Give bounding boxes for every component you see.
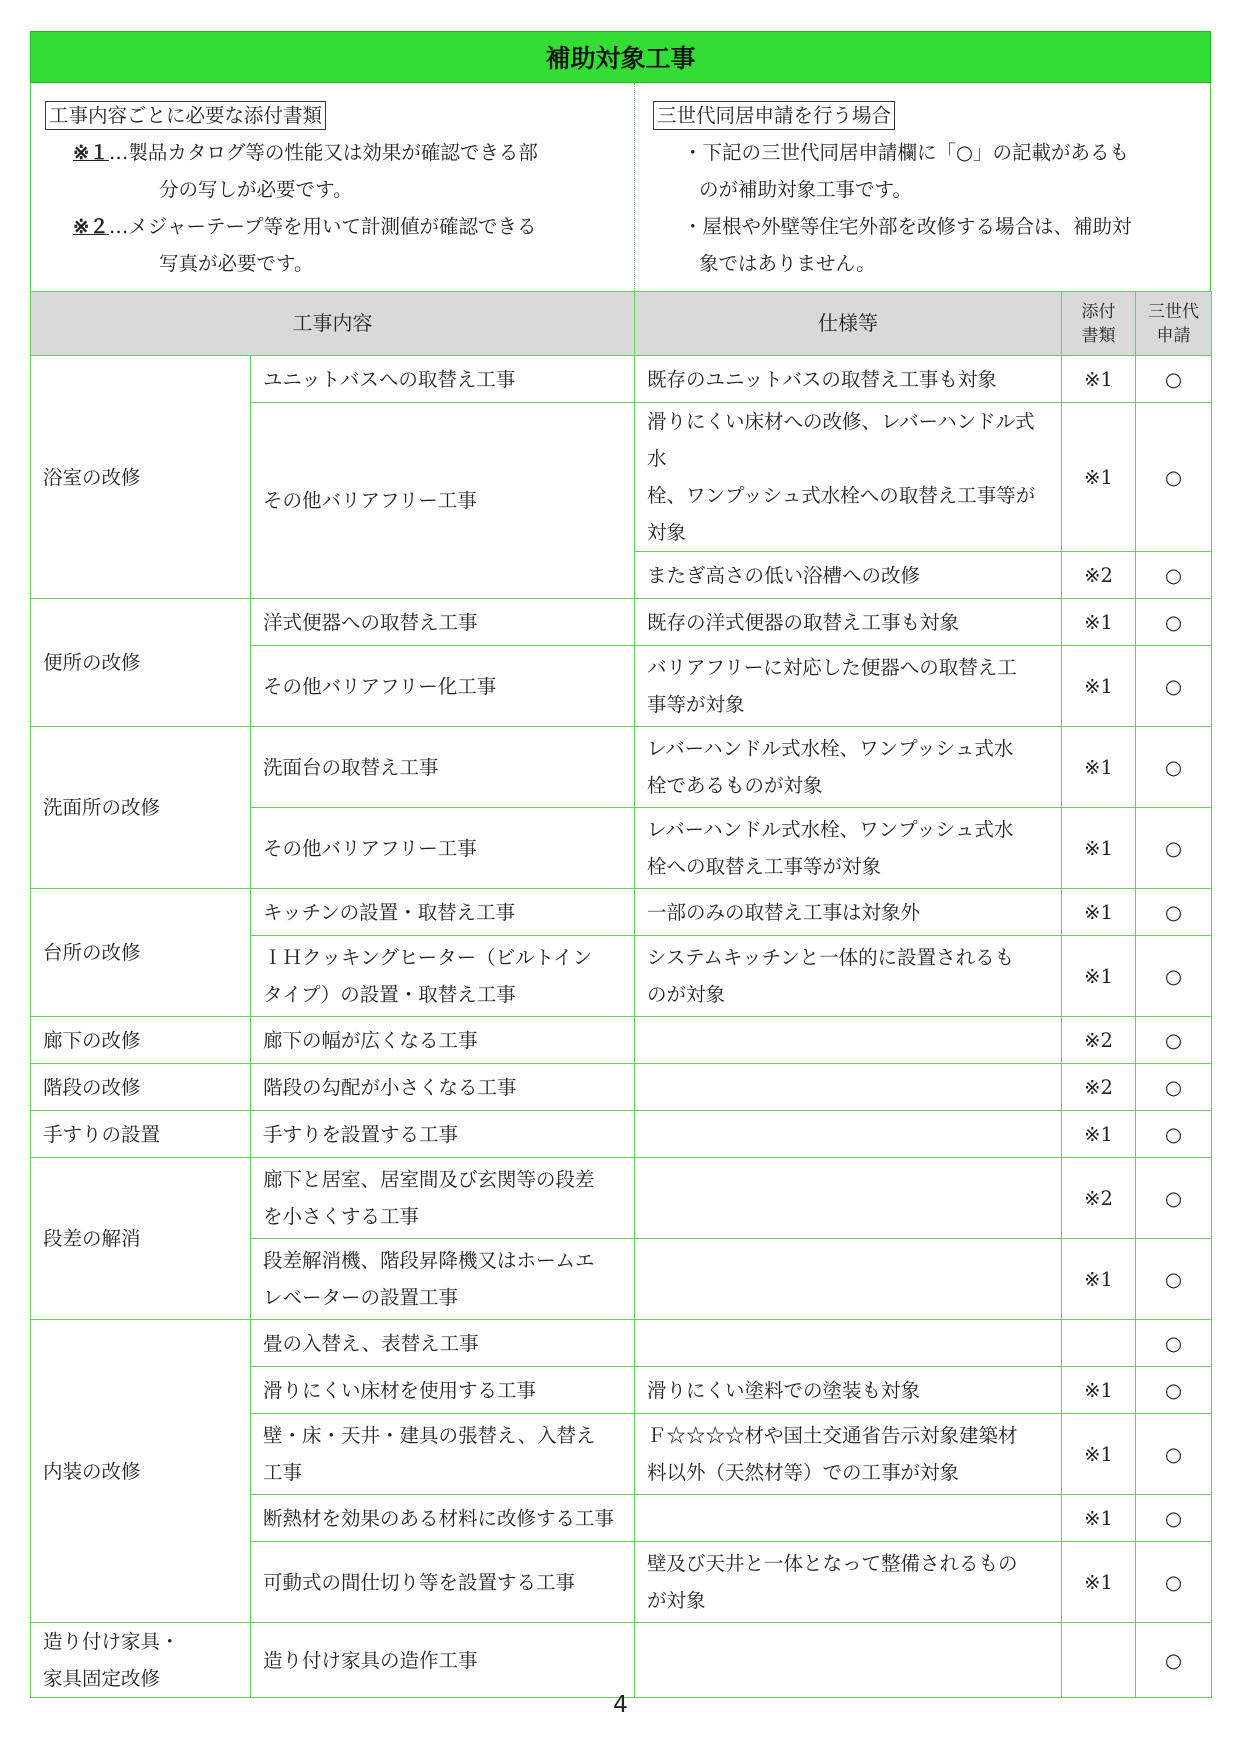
spec-label: レバーハンドル式水栓、ワンプッシュ式水 (647, 818, 1014, 841)
spec-label: のが対象 (647, 983, 726, 1006)
work-cell (251, 808, 635, 889)
page-title: 補助対象工事 (30, 31, 1211, 83)
spec-cell (635, 1495, 1062, 1542)
spec-cell (635, 727, 1062, 808)
three-generation-notes (635, 83, 1210, 291)
spec-cell (635, 808, 1062, 889)
spec-cell (635, 646, 1062, 727)
spec-cell (635, 356, 1062, 403)
note-item-1 (45, 134, 620, 171)
notes-section (30, 83, 1211, 291)
category-label: 段差の解消 (43, 1227, 141, 1250)
docs-cell: ※2 (1062, 552, 1136, 599)
spec-label: 栓への取替え工事等が対象 (647, 855, 882, 878)
docs-cell: ※1 (1062, 936, 1136, 1017)
bullet-2a: ・屋根や外壁等住宅外部を改修する場合は、補助対 (683, 215, 1132, 238)
three-gen-cell: ○ (1136, 1542, 1212, 1623)
category-label: 家具固定改修 (43, 1667, 161, 1690)
spec-label: バリアフリーに対応した便器への取替え工 (647, 656, 1017, 679)
three-gen-cell: ○ (1136, 599, 1212, 646)
table-body (31, 356, 1212, 1698)
spec-label: 栓、ワンプッシュ式水栓への取替え工事等が対象 (647, 484, 1036, 544)
three-gen-cell: ○ (1136, 1495, 1212, 1542)
spec-label: が対象 (647, 1589, 706, 1612)
work-cell (251, 727, 635, 808)
category-label: 造り付け家具・ (43, 1630, 180, 1653)
work-label: 段差解消機、階段昇降機又はホームエ (263, 1249, 595, 1272)
spec-label: 栓であるものが対象 (647, 774, 823, 797)
bullet-1a: ・下記の三世代同居申請欄に「○」の記載があるも (683, 141, 1130, 164)
docs-cell: ※1 (1062, 727, 1136, 808)
work-cell (251, 1320, 635, 1367)
category-cell (31, 599, 251, 727)
three-gen-cell: ○ (1136, 646, 1212, 727)
category-cell (31, 1017, 251, 1064)
bullet-1b: のが補助対象工事です。 (699, 178, 912, 201)
category-cell (31, 1320, 251, 1623)
docs-cell: ※1 (1062, 1111, 1136, 1158)
table-row (31, 1623, 1212, 1698)
attachment-notes (31, 83, 635, 291)
spec-cell (635, 1320, 1062, 1367)
table-row (31, 727, 1212, 808)
work-cell (251, 1414, 635, 1495)
three-gen-cell: ○ (1136, 727, 1212, 808)
docs-cell: ※1 (1062, 1495, 1136, 1542)
note-ref-1: ※１ (73, 141, 109, 164)
docs-cell: ※1 (1062, 1414, 1136, 1495)
category-cell (31, 1111, 251, 1158)
note-text-2b: 写真が必要です。 (159, 252, 314, 275)
spec-cell (635, 936, 1062, 1017)
three-gen-cell: ○ (1136, 1111, 1212, 1158)
note-item-2 (45, 208, 620, 245)
work-label: 断熱材を効果のある材料に改修する工事 (263, 1506, 615, 1530)
table-row (31, 1017, 1212, 1064)
work-cell (251, 1495, 635, 1542)
spec-label: 一部のみの取替え工事は対象外 (647, 900, 921, 924)
spec-cell (635, 1623, 1062, 1698)
table-row (31, 1111, 1212, 1158)
header-three-l2: 申請 (1156, 325, 1191, 346)
docs-cell: ※1 (1062, 1367, 1136, 1414)
work-cell (251, 1623, 635, 1698)
attachment-notes-heading: 工事内容ごとに必要な添付書類 (45, 101, 326, 130)
work-label: その他バリアフリー化工事 (263, 674, 497, 698)
header-work: 工事内容 (31, 292, 635, 356)
category-cell (31, 1158, 251, 1320)
work-cell (251, 1158, 635, 1239)
work-cell (251, 403, 635, 599)
three-gen-cell: ○ (1136, 403, 1212, 552)
docs-cell (1062, 1623, 1136, 1698)
spec-label: 既存のユニットバスの取替え工事も対象 (647, 367, 997, 391)
work-label: 階段の勾配が小さくなる工事 (263, 1075, 517, 1099)
work-label: タイプ）の設置・取替え工事 (263, 983, 516, 1006)
docs-cell: ※1 (1062, 1239, 1136, 1320)
category-label: 階段の改修 (43, 1075, 141, 1099)
note-ref-2: ※２ (73, 215, 109, 238)
category-label: 内装の改修 (43, 1459, 141, 1483)
category-label: 浴室の改修 (43, 465, 141, 489)
header-docs-l1: 添付 (1081, 301, 1116, 322)
work-label: レベーターの設置工事 (263, 1286, 459, 1309)
category-label: 洗面所の改修 (43, 796, 161, 819)
docs-cell: ※1 (1062, 646, 1136, 727)
docs-cell: ※1 (1062, 356, 1136, 403)
three-gen-cell: ○ (1136, 936, 1212, 1017)
work-cell (251, 889, 635, 936)
three-gen-cell: ○ (1136, 1239, 1212, 1320)
work-cell (251, 1017, 635, 1064)
work-label: 造り付け家具の造作工事 (263, 1648, 478, 1672)
docs-cell: ※1 (1062, 889, 1136, 936)
works-table (30, 291, 1212, 1698)
three-gen-cell: ○ (1136, 1367, 1212, 1414)
work-label: 工事 (263, 1461, 303, 1484)
spec-label: レバーハンドル式水栓、ワンプッシュ式水 (647, 737, 1014, 760)
table-row (31, 1320, 1212, 1367)
spec-label: 壁及び天井と一体となって整備されるもの (647, 1552, 1018, 1575)
docs-cell: ※1 (1062, 599, 1136, 646)
note-text-1a: …製品カタログ等の性能又は効果が確認できる部 (108, 141, 538, 164)
spec-label: 事等が対象 (647, 693, 745, 716)
spec-label: システムキッチンと一体的に設置されるも (647, 946, 1015, 969)
docs-cell: ※2 (1062, 1017, 1136, 1064)
spec-cell (635, 1111, 1062, 1158)
three-gen-cell: ○ (1136, 1158, 1212, 1239)
docs-cell (1062, 1320, 1136, 1367)
spec-cell (635, 1017, 1062, 1064)
spec-label: 滑りにくい塗料での塗装も対象 (647, 1378, 921, 1402)
spec-cell (635, 1064, 1062, 1111)
table-row (31, 599, 1212, 646)
work-label: 可動式の間仕切り等を設置する工事 (263, 1570, 576, 1594)
work-label: キッチンの設置・取替え工事 (263, 900, 516, 924)
work-label: 洋式便器への取替え工事 (263, 610, 478, 634)
three-gen-cell: ○ (1136, 356, 1212, 403)
three-gen-cell: ○ (1136, 1414, 1212, 1495)
three-gen-cell: ○ (1136, 552, 1212, 599)
spec-cell (635, 552, 1062, 599)
header-docs (1062, 292, 1136, 356)
work-label: その他バリアフリー工事 (263, 489, 477, 512)
docs-cell: ※2 (1062, 1158, 1136, 1239)
three-generation-heading: 三世代同居申請を行う場合 (653, 101, 895, 130)
note-text-2a: …メジャーテープ等を用いて計測値が確認できる (108, 215, 537, 238)
work-label: その他バリアフリー工事 (263, 836, 477, 860)
three-gen-cell: ○ (1136, 808, 1212, 889)
spec-cell (635, 1414, 1062, 1495)
table-row (31, 1064, 1212, 1111)
header-docs-l2: 書類 (1081, 325, 1116, 346)
work-label: 畳の入替え、表替え工事 (263, 1331, 479, 1355)
spec-label: 既存の洋式便器の取替え工事も対象 (647, 610, 960, 634)
docs-cell: ※2 (1062, 1064, 1136, 1111)
work-label: 手すりを設置する工事 (263, 1122, 459, 1146)
work-label: ＩＨクッキングヒーター（ビルトイン (263, 946, 593, 969)
bullet-2b: 象ではありません。 (699, 252, 876, 275)
work-cell (251, 936, 635, 1017)
work-label: を小さくする工事 (263, 1205, 420, 1228)
spec-cell (635, 1367, 1062, 1414)
header-three-gen (1136, 292, 1212, 356)
three-gen-cell: ○ (1136, 1623, 1212, 1698)
work-label: 滑りにくい床材を使用する工事 (263, 1378, 537, 1402)
three-gen-cell: ○ (1136, 1320, 1212, 1367)
work-label: ユニットバスへの取替え工事 (263, 367, 516, 391)
table-row (31, 1158, 1212, 1239)
spec-cell (635, 403, 1062, 552)
work-cell (251, 1239, 635, 1320)
category-cell (31, 727, 251, 889)
category-cell (31, 1064, 251, 1111)
work-label: 廊下と居室、居室間及び玄関等の段差 (263, 1168, 595, 1191)
work-cell (251, 646, 635, 727)
spec-cell (635, 1542, 1062, 1623)
spec-cell (635, 599, 1062, 646)
spec-label: 滑りにくい床材への改修、レバーハンドル式水 (647, 410, 1035, 470)
category-label: 便所の改修 (43, 651, 141, 674)
spec-label: 料以外（天然材等）での工事が対象 (647, 1461, 960, 1484)
category-cell (31, 1623, 251, 1698)
category-label: 廊下の改修 (43, 1028, 141, 1052)
three-gen-cell: ○ (1136, 889, 1212, 936)
work-cell (251, 1064, 635, 1111)
category-label: 手すりの設置 (43, 1122, 161, 1146)
table-row (31, 356, 1212, 403)
category-label: 台所の改修 (43, 941, 141, 964)
spec-cell (635, 889, 1062, 936)
table-row (31, 889, 1212, 936)
work-label: 洗面台の取替え工事 (263, 755, 439, 779)
three-gen-cell: ○ (1136, 1017, 1212, 1064)
work-cell (251, 1367, 635, 1414)
page-frame (30, 31, 1211, 1698)
work-cell (251, 356, 635, 403)
work-cell (251, 1542, 635, 1623)
work-label: 壁・床・天井・建具の張替え、入替え (263, 1424, 596, 1447)
header-three-l1: 三世代 (1148, 301, 1199, 322)
table-header-row (31, 292, 1212, 356)
spec-label: またぎ高さの低い浴槽への改修 (647, 563, 921, 587)
page-number: 4 (613, 1692, 628, 1718)
docs-cell: ※1 (1062, 1542, 1136, 1623)
docs-cell: ※1 (1062, 403, 1136, 552)
work-cell (251, 599, 635, 646)
note-text-1b: 分の写しが必要です。 (159, 178, 353, 201)
work-cell (251, 1111, 635, 1158)
category-cell (31, 356, 251, 599)
spec-cell (635, 1239, 1062, 1320)
spec-label: Ｆ☆☆☆☆材や国土交通省告示対象建築材 (647, 1424, 1018, 1447)
category-cell (31, 889, 251, 1017)
three-gen-cell: ○ (1136, 1064, 1212, 1111)
docs-cell: ※1 (1062, 808, 1136, 889)
header-spec: 仕様等 (635, 292, 1062, 356)
spec-cell (635, 1158, 1062, 1239)
work-label: 廊下の幅が広くなる工事 (263, 1028, 478, 1052)
